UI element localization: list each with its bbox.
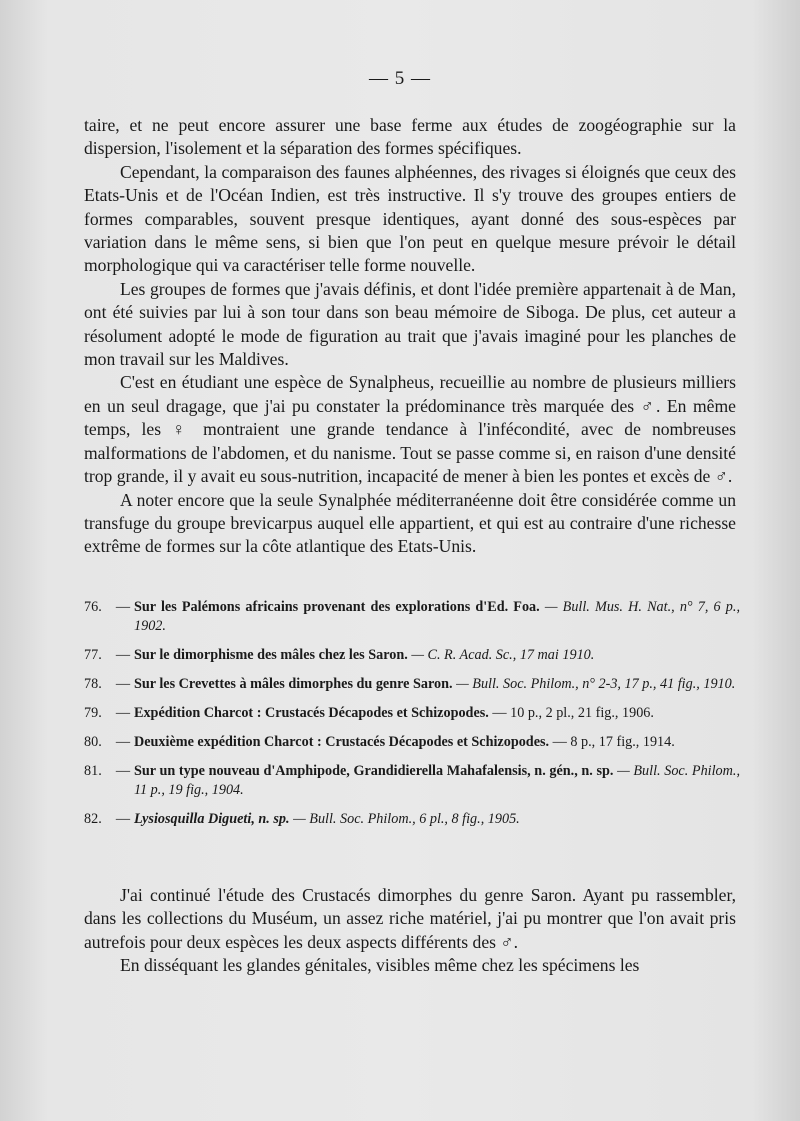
- reference-item: [84, 646, 740, 665]
- reference-source: — C. R. Acad. Sc., 17 mai 1910.: [411, 647, 595, 663]
- dash: —: [115, 599, 131, 615]
- body-text-top: [84, 114, 736, 559]
- reference-number: 78.: [84, 676, 102, 692]
- reference-text: [134, 675, 740, 694]
- dash: —: [115, 705, 131, 721]
- paragraph: J'ai continué l'étude des Crustacés dimorphes du genre Saron. Ayant pu rassembler, dans les collections du Muséum, un assez riche matériel, j'ai pu montrer que l'on avait pris autrefois pour deux espèces les deux aspects différents des ♂.: [84, 885, 736, 952]
- reference-number: 76.: [84, 599, 102, 615]
- reference-title: Expédition Charcot : Crustacés Décapodes et Schizopodes.: [134, 705, 489, 721]
- reference-title: Sur un type nouveau d'Amphipode, Grandidierella Mahafalensis, n. gén., n. sp.: [134, 763, 614, 779]
- reference-number: 79.: [84, 705, 102, 721]
- reference-title: Sur le dimorphisme des mâles chez les Saron.: [134, 647, 408, 663]
- reference-source: — Bull. Soc. Philom., 11 p., 19 fig., 1904.: [134, 763, 740, 798]
- reference-source: — Bull. Soc. Philom., 6 pl., 8 fig., 1905.: [293, 811, 520, 827]
- reference-title: Sur les Crevettes à mâles dimorphes du genre Saron.: [134, 676, 453, 692]
- reference-number: 77.: [84, 647, 102, 663]
- reference-item: [84, 704, 740, 723]
- reference-title: Sur les Palémons africains provenant des explorations d'Ed. Foa.: [134, 599, 540, 615]
- reference-title: Lysiosquilla Digueti, n. sp.: [134, 811, 290, 827]
- reference-text: [134, 704, 740, 723]
- paragraph: En disséquant les glandes génitales, visibles même chez les spécimens les: [120, 955, 640, 976]
- paragraph: C'est en étudiant une espèce de Synalpheus, recueillie au nombre de plusieurs milliers en un seul dragage, que j'ai pu constater la prédominance très marquée des ♂. En même temps, les ♀ montraient une grande tendance à l'infécondité, avec de nombreuses malformations de l'abdomen, et du nanisme. Tout se passe comme si, en raison d'une densité trop grande, il y avait eu sous-nutrition, incapacité de mener à bien les pontes et excès de ♂.: [84, 372, 736, 487]
- paragraph: taire, et ne peut encore assurer une base ferme aux études de zoogéographie sur la dispersion, l'isolement et la séparation des formes spécifiques.: [84, 115, 736, 159]
- reference-item: [84, 733, 740, 752]
- page-number: — 5 —: [369, 68, 431, 89]
- dash: —: [115, 811, 131, 827]
- reference-text: [134, 810, 740, 829]
- dash: —: [115, 763, 131, 779]
- dash: —: [115, 647, 131, 663]
- body-text-bottom: [84, 884, 736, 978]
- reference-title: Deuxième expédition Charcot : Crustacés Décapodes et Schizopodes.: [134, 734, 550, 750]
- reference-item: [84, 762, 740, 800]
- reference-number: 82.: [84, 811, 102, 827]
- reference-source: — Bull. Soc. Philom., n° 2-3, 17 p., 41 fig., 1910.: [456, 676, 736, 692]
- reference-number: 81.: [84, 763, 102, 779]
- paragraph: A noter encore que la seule Synalphée méditerranéenne doit être considérée comme un transfuge du groupe brevicarpus auquel elle appartient, et qui est au contraire d'une richesse extrême de formes sur la côte atlantique des Etats-Unis.: [84, 489, 736, 557]
- reference-source: — 8 p., 17 fig., 1914.: [552, 734, 675, 750]
- reference-list: [84, 598, 740, 839]
- reference-item: [84, 675, 740, 694]
- dash: —: [115, 734, 131, 750]
- reference-text: [134, 598, 740, 636]
- paragraph: Les groupes de formes que j'avais définis, et dont l'idée première appartenait à de Man, ont été suivies par lui à son tour dans son beau mémoire de Siboga. De plus, cet auteur a résolument adopté le mode de figuration au trait que j'avais imaginé pour les planches de mon travail sur les Maldives.: [84, 278, 736, 370]
- reference-source: — 10 p., 2 pl., 21 fig., 1906.: [492, 705, 654, 721]
- dash: —: [115, 676, 131, 692]
- reference-text: [134, 646, 740, 665]
- reference-text: [134, 762, 740, 800]
- reference-source: — Bull. Mus. H. Nat., n° 7, 6 p., 1902.: [134, 599, 740, 634]
- reference-number: 80.: [84, 734, 102, 750]
- paragraph: Cependant, la comparaison des faunes alphéennes, des rivages si éloignés que ceux des Etats-Unis et de l'Océan Indien, est très instructive. Il s'y trouve des groupes entiers de formes comparables, souvent presque identiques, ayant donné des sous-espèces par variation dans le même sens, si bien que l'on peut en quelque mesure prévoir le détail morphologique qui va caractériser telle forme nouvelle.: [84, 161, 736, 276]
- reference-item: [84, 810, 740, 829]
- reference-text: [134, 733, 740, 752]
- reference-item: [84, 598, 740, 636]
